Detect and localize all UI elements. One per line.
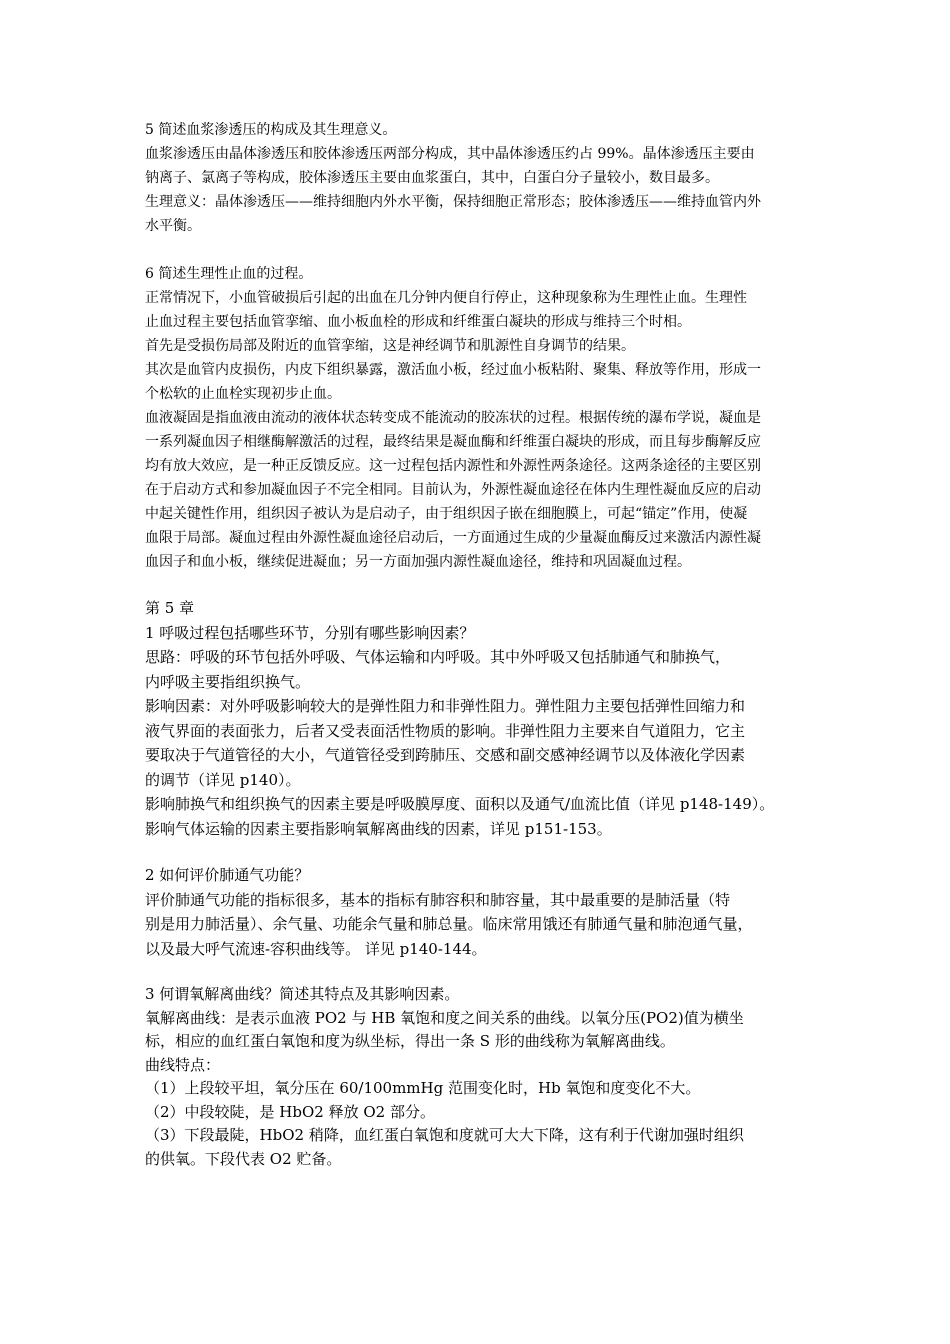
section-gap	[145, 238, 810, 262]
paragraph-line: 一系列凝血因子相继酶解激活的过程，最终结果是凝血酶和纤维蛋白凝块的形成，而且每步酶解反应	[145, 434, 761, 450]
paragraph-line: 氧解离曲线：是表示血液 PO2 与 HB 氧饱和度之间关系的曲线。以氧分压(PO2)值为横坐	[145, 1008, 744, 1027]
question-heading: 5 简述血浆渗透压的构成及其生理意义。	[145, 122, 397, 138]
paragraph-line: 液气界面的表面张力，后者又受表面活性物质的影响。非弹性阻力主要来自气道阻力，它主	[145, 721, 746, 740]
paragraph-line: 标，相应的血红蛋白氧饱和度为纵坐标，得出一条 S 形的曲线称为氧解离曲线。	[145, 1032, 675, 1050]
paragraph-line: 曲线特点：	[145, 1055, 221, 1074]
paragraph-line: 血液凝固是指血液由流动的液体状态转变成不能流动的胶冻状的过程。根据传统的瀑布学说，凝血是	[145, 410, 761, 426]
section-gap	[145, 841, 810, 863]
paragraph-line: 血浆渗透压由晶体渗透压和胶体渗透压两部分构成，其中晶体渗透压约占 99%。晶体渗透压主要由	[145, 146, 755, 162]
paragraph-line: 在于启动方式和参加凝血因子不完全相同。目前认为，外源性凝血途径在体内生理性凝血反应的启动	[145, 482, 761, 498]
list-item: （2）中段较陡，是 HbO2 释放 O2 部分。	[145, 1102, 435, 1121]
question-heading: 2 如何评价肺通气功能？	[145, 866, 310, 884]
section-physiological-hemostasis	[145, 262, 810, 574]
paragraph-line: 评价肺通气功能的指标很多，基本的指标有肺容积和肺容量，其中最重要的是肺活量（特	[145, 890, 731, 909]
paragraph-line: 血限于局部。凝血过程由外源性凝血途径启动后，一方面通过生成的少量凝血酶反过来激活内源性凝	[145, 530, 761, 546]
section-gap	[145, 961, 810, 983]
paragraph-line: 生理意义：晶体渗透压——维持细胞内外水平衡，保持细胞正常形态；胶体渗透压——维持血管内外	[145, 194, 761, 210]
paragraph-line: 别是用力肺活量）、余气量、功能余气量和肺总量。临床常用饿还有肺通气量和肺泡通气量，	[145, 915, 753, 933]
paragraph-line: 钠离子、氯离子等构成，胶体渗透压主要由血浆蛋白，其中，白蛋白分子量较小，数目最多。	[145, 170, 719, 186]
paragraph-line: 止血过程主要包括血管挛缩、血小板血栓的形成和纤维蛋白凝块的形成与维持三个时相。	[145, 314, 691, 330]
section-respiration-process	[145, 596, 810, 841]
paragraph-line: 影响气体运输的因素主要指影响氧解离曲线的因素，详见 p151-153。	[145, 819, 612, 838]
paragraph-line: 血因子和血小板，继续促进凝血；另一方面加强内源性凝血途径，维持和巩固凝血过程。	[145, 554, 691, 570]
paragraph-line: 其次是血管内皮损伤，内皮下组织暴露，激活血小板，经过血小板粘附、聚集、释放等作用，形成一	[145, 362, 761, 378]
paragraph-line: 影响肺换气和组织换气的因素主要是呼吸膜厚度、面积以及通气/血流比值（详见 p148-149）。	[145, 795, 775, 813]
paragraph-line: 个松软的止血栓实现初步止血。	[145, 386, 341, 402]
paragraph-line: 以及最大呼气流速-容积曲线等。 详见 p140-144。	[145, 939, 487, 958]
section-plasma-osmotic-pressure	[145, 118, 810, 238]
document-body	[145, 118, 810, 1171]
section-gap	[145, 574, 810, 596]
paragraph-line: 首先是受损伤局部及附近的血管挛缩，这是神经调节和肌源性自身调节的结果。	[145, 338, 635, 354]
paragraph-line: 水平衡。	[145, 218, 201, 234]
section-oxygen-dissociation-curve	[145, 983, 810, 1171]
paragraph-line: 内呼吸主要指组织换气。	[145, 672, 311, 691]
paragraph-line: 均有放大效应，是一种正反馈反应。这一过程包括内源性和外源性两条途径。这两条途径的主要区别	[145, 458, 761, 474]
question-heading: 3 何谓氧解离曲线？简述其特点及其影响因素。	[145, 985, 460, 1003]
question-heading: 6 简述生理性止血的过程。	[145, 266, 313, 282]
list-item: （1）上段较平坦，氧分压在 60/100mmHg 范围变化时，Hb 氧饱和度变化不大。	[145, 1079, 701, 1097]
paragraph-line: 的调节（详见 p140）。	[145, 770, 301, 789]
paragraph-line: 正常情况下，小血管破损后引起的出血在几分钟内便自行停止，这种现象称为生理性止血。生理性	[145, 290, 747, 306]
paragraph-line: 要取决于气道管径的大小，气道管径受到跨肺压、交感和副交感神经调节以及体液化学因素	[145, 746, 746, 764]
paragraph-line: 思路：呼吸的环节包括外呼吸、气体运输和内呼吸。其中外呼吸又包括肺通气和肺换气，	[145, 648, 731, 666]
chapter-heading: 第 5 章	[145, 599, 195, 617]
list-item: （3）下段最陡，HbO2 稍降，血红蛋白氧饱和度就可大大下降，这有利于代谢加强时组织	[145, 1126, 744, 1144]
paragraph-line: 中起关键性作用，组织因子被认为是启动子，由于组织因子嵌在细胞膜上，可起“锚定”作用，使凝	[145, 506, 748, 522]
section-pulmonary-ventilation	[145, 863, 810, 961]
paragraph-line: 的供氧。下段代表 O2 贮备。	[145, 1149, 342, 1168]
paragraph-line: 影响因素：对外呼吸影响较大的是弹性阻力和非弹性阻力。弹性阻力主要包括弹性回缩力和	[145, 697, 746, 715]
question-heading: 1 呼吸过程包括哪些环节，分别有哪些影响因素？	[145, 623, 475, 642]
